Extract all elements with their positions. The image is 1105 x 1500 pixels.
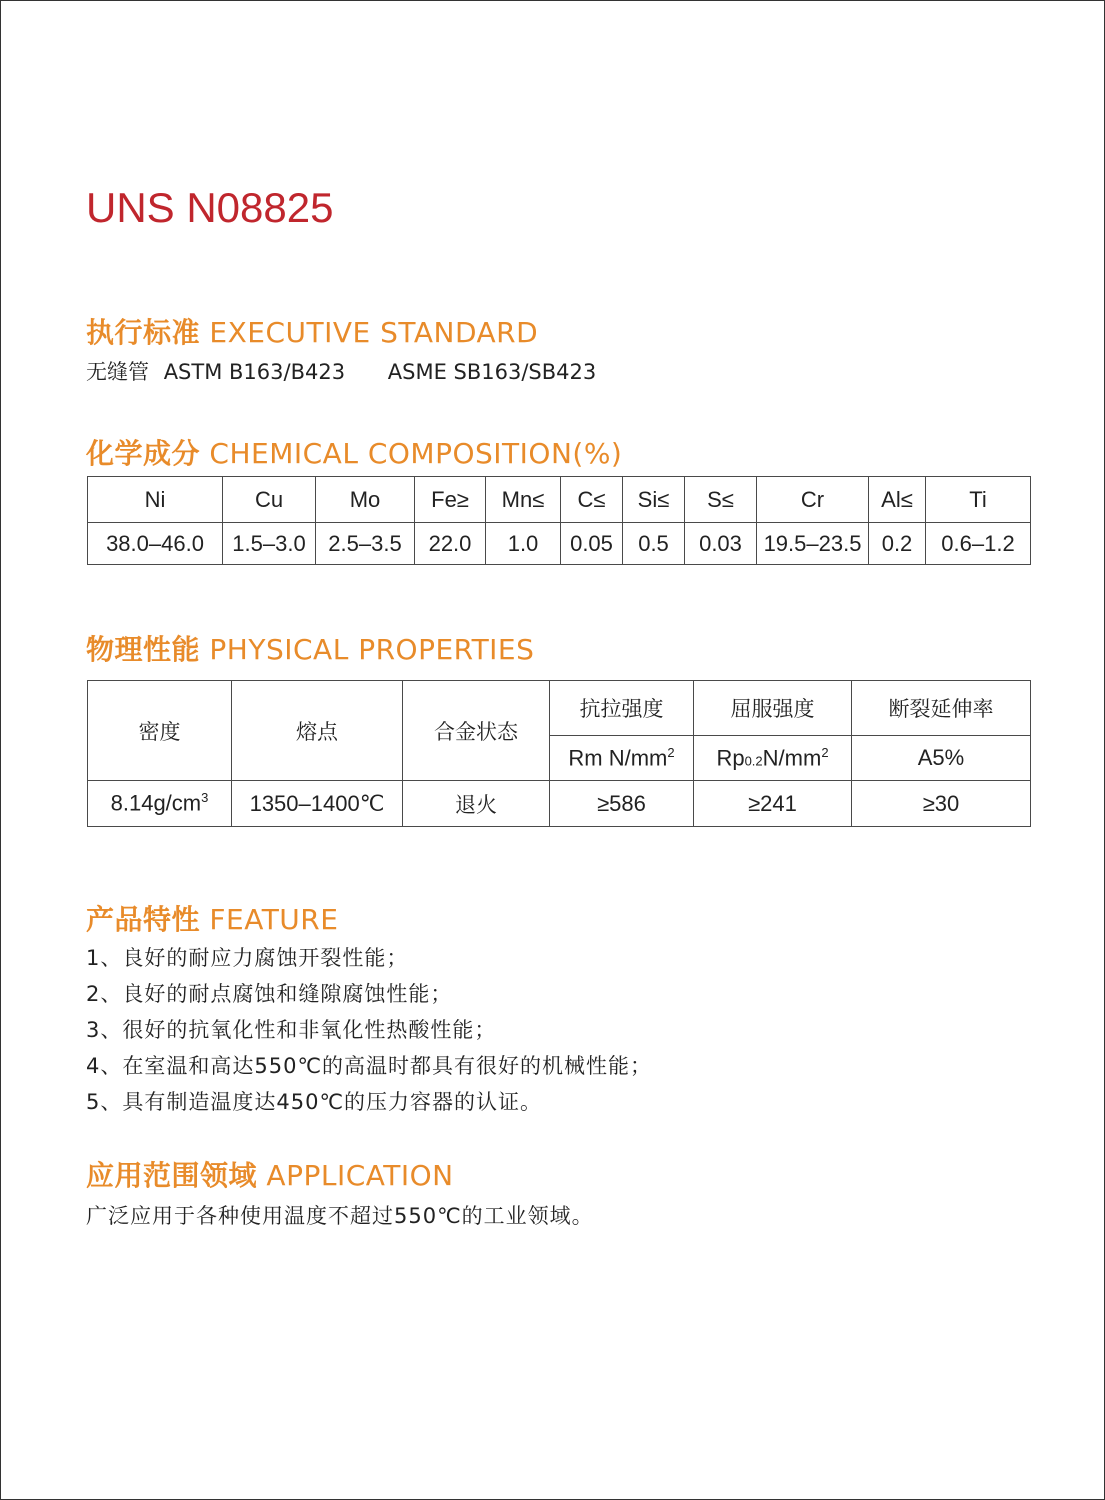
page-title: UNS N08825 (86, 184, 334, 231)
tensile-unit: Rm $N/mm^2$ (550, 736, 694, 781)
feature-heading (86, 898, 338, 938)
element-cell: Cu (223, 477, 316, 523)
feature-heading-cn: 产品特性 (86, 903, 201, 936)
value-cell: 0.2 (869, 523, 926, 565)
feature-list (86, 940, 652, 1120)
value-cell: 1.0 (486, 523, 561, 565)
executive-standard-heading-en: EXECUTIVE STANDARD (209, 316, 539, 349)
value-cell: 0.05 (561, 523, 623, 565)
physical-header-row (88, 681, 1031, 736)
astm-standard: ASTM B163/B423 (163, 360, 346, 384)
value-cell: 1.5–3.0 (223, 523, 316, 565)
element-cell: Ti (926, 477, 1031, 523)
physical-value-row (88, 781, 1031, 827)
physical-properties-heading-en: PHYSICAL PROPERTIES (209, 633, 535, 666)
feature-item: 3、很好的抗氧化性和非氧化性热酸性能； (86, 1018, 497, 1042)
element-cell: Fe≥ (415, 477, 486, 523)
yield-strength-value: ≥241 (694, 781, 852, 827)
chemical-composition-heading-cn: 化学成分 (86, 437, 201, 470)
element-cell: Al≤ (869, 477, 926, 523)
alloy-state-label: 合金状态 (403, 681, 550, 781)
feature-item: 2、良好的耐点腐蚀和缝隙腐蚀性能； (86, 982, 453, 1006)
product-type: 无缝管 (86, 360, 149, 384)
element-cell: S≤ (685, 477, 757, 523)
value-cell: 19.5–23.5 (757, 523, 869, 565)
executive-standard-heading-cn: 执行标准 (86, 316, 201, 349)
feature-item: 1、良好的耐应力腐蚀开裂性能； (86, 946, 409, 970)
yield-strength-label: 屈服强度 (694, 681, 852, 736)
asme-standard: ASME SB163/SB423 (387, 360, 597, 384)
physical-properties-table (87, 680, 1031, 827)
value-cell: 2.5–3.5 (316, 523, 415, 565)
tensile-strength-label: 抗拉强度 (550, 681, 694, 736)
chemical-composition-heading-en: CHEMICAL COMPOSITION(%) (209, 437, 623, 470)
element-cell: C≤ (561, 477, 623, 523)
elongation-label: 断裂延伸率 (852, 681, 1031, 736)
yield-unit: $Rp0.2N/mm^2$ (694, 736, 852, 781)
value-cell: 38.0–46.0 (88, 523, 223, 565)
element-cell: Mn≤ (486, 477, 561, 523)
element-cell: Si≤ (623, 477, 685, 523)
physical-properties-heading (86, 628, 534, 668)
melting-point-value: 1350–1400℃ (232, 781, 403, 827)
melting-point-label: 熔点 (232, 681, 403, 781)
value-cell: 0.03 (685, 523, 757, 565)
feature-item: 4、在室温和高达550℃的高温时都具有很好的机械性能； (86, 1054, 653, 1078)
value-cell: 0.6–1.2 (926, 523, 1031, 565)
density-value: $8.14g/cm^3$ (88, 781, 232, 827)
elongation-unit: A5% (852, 736, 1031, 781)
value-cell: 0.5 (623, 523, 685, 565)
application-text: 广泛应用于各种使用温度不超过550℃的工业领域。 (86, 1204, 594, 1228)
value-cell: 22.0 (415, 523, 486, 565)
application-heading (86, 1154, 454, 1194)
application-heading-en: APPLICATION (266, 1159, 454, 1192)
element-cell: Cr (757, 477, 869, 523)
chemical-composition-heading (86, 432, 622, 472)
tensile-strength-value: ≥586 (550, 781, 694, 827)
chemical-value-row (88, 523, 1031, 565)
physical-properties-heading-cn: 物理性能 (86, 633, 201, 666)
executive-standard-line (86, 356, 604, 386)
elongation-value: ≥30 (852, 781, 1031, 827)
feature-heading-en: FEATURE (209, 903, 339, 936)
chemical-element-row (88, 477, 1031, 523)
element-cell: Mo (316, 477, 415, 523)
density-label: 密度 (88, 681, 232, 781)
chemical-composition-table (87, 476, 1031, 565)
application-heading-cn: 应用范围领域 (86, 1159, 258, 1192)
executive-standard-heading (86, 311, 538, 351)
feature-item: 5、具有制造温度达450℃的压力容器的认证。 (86, 1090, 543, 1114)
element-cell: Ni (88, 477, 223, 523)
alloy-state-value: 退火 (403, 781, 550, 827)
